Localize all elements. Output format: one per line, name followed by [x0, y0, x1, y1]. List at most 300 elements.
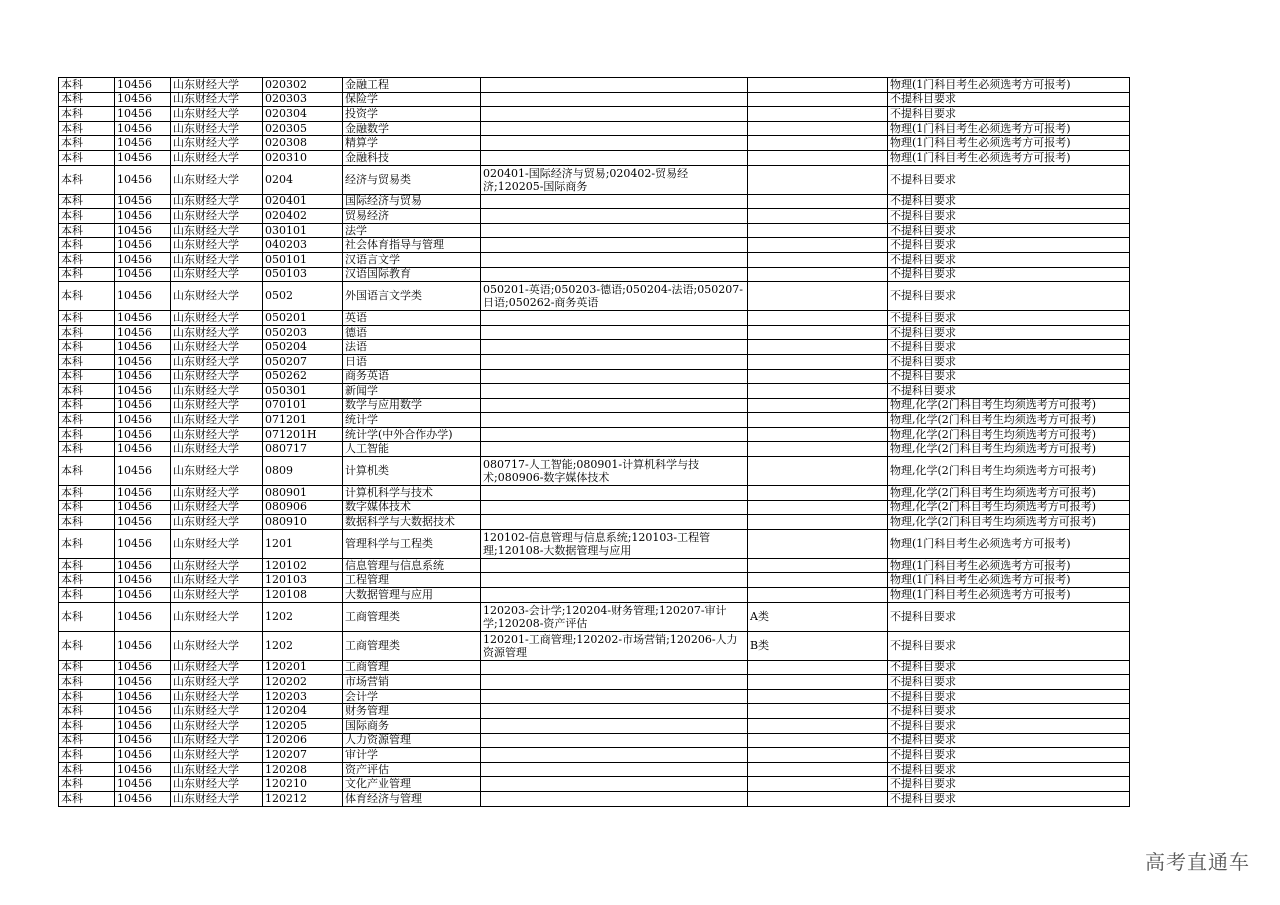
included-majors-cell [481, 340, 748, 355]
included-majors-cell [481, 252, 748, 267]
table-row [59, 748, 1130, 763]
school-name-cell: 山东财经大学 [171, 252, 263, 267]
included-majors-cell [481, 311, 748, 326]
subject-requirement-cell: 不提科目要求 [888, 107, 1130, 122]
school-code-cell: 10456 [115, 107, 171, 122]
school-code-cell: 10456 [115, 762, 171, 777]
school-name-cell: 山东财经大学 [171, 500, 263, 515]
school-name-cell: 山东财经大学 [171, 573, 263, 588]
school-code-cell: 10456 [115, 136, 171, 151]
table-row [59, 267, 1130, 282]
level-cell: 本科 [59, 457, 115, 486]
subject-requirement-cell: 不提科目要求 [888, 733, 1130, 748]
school-code-cell: 10456 [115, 238, 171, 253]
table-row [59, 194, 1130, 209]
category-cell [748, 500, 888, 515]
major-name-cell: 国际经济与贸易 [343, 194, 481, 209]
major-code-cell: 020308 [263, 136, 343, 151]
level-cell: 本科 [59, 689, 115, 704]
school-code-cell: 10456 [115, 209, 171, 224]
major-code-cell: 020302 [263, 78, 343, 93]
school-name-cell: 山东财经大学 [171, 107, 263, 122]
school-code-cell: 10456 [115, 704, 171, 719]
category-cell [748, 457, 888, 486]
table-row [59, 107, 1130, 122]
school-name-cell: 山东财经大学 [171, 121, 263, 136]
school-code-cell: 10456 [115, 660, 171, 675]
table-row [59, 573, 1130, 588]
major-code-cell: 120210 [263, 777, 343, 792]
school-name-cell: 山东财经大学 [171, 631, 263, 660]
school-name-cell: 山东财经大学 [171, 457, 263, 486]
subject-requirement-cell: 不提科目要求 [888, 602, 1130, 631]
table-row [59, 689, 1130, 704]
table-row [59, 413, 1130, 428]
table-body [59, 78, 1130, 807]
school-code-cell: 10456 [115, 791, 171, 806]
included-majors-cell [481, 733, 748, 748]
level-cell: 本科 [59, 442, 115, 457]
major-name-cell: 汉语言文学 [343, 252, 481, 267]
table-row [59, 529, 1130, 558]
table-row [59, 631, 1130, 660]
table-row [59, 515, 1130, 530]
included-majors-cell [481, 92, 748, 107]
major-name-cell: 大数据管理与应用 [343, 588, 481, 603]
included-majors-cell [481, 325, 748, 340]
included-majors-cell [481, 573, 748, 588]
included-majors-cell [481, 689, 748, 704]
level-cell: 本科 [59, 252, 115, 267]
major-name-cell: 工程管理 [343, 573, 481, 588]
major-name-cell: 体育经济与管理 [343, 791, 481, 806]
table-row [59, 136, 1130, 151]
school-name-cell: 山东财经大学 [171, 325, 263, 340]
major-code-cell: 120203 [263, 689, 343, 704]
major-name-cell: 投资学 [343, 107, 481, 122]
subject-requirement-cell: 不提科目要求 [888, 223, 1130, 238]
included-majors-cell [481, 442, 748, 457]
major-code-cell: 071201 [263, 413, 343, 428]
table-row [59, 209, 1130, 224]
school-name-cell: 山东财经大学 [171, 515, 263, 530]
school-name-cell: 山东财经大学 [171, 427, 263, 442]
school-code-cell: 10456 [115, 223, 171, 238]
table-row [59, 733, 1130, 748]
major-name-cell: 英语 [343, 311, 481, 326]
school-name-cell: 山东财经大学 [171, 413, 263, 428]
major-code-cell: 120212 [263, 791, 343, 806]
category-cell [748, 311, 888, 326]
category-cell [748, 442, 888, 457]
included-majors-cell [481, 748, 748, 763]
school-code-cell: 10456 [115, 267, 171, 282]
level-cell: 本科 [59, 354, 115, 369]
subject-requirement-cell: 不提科目要求 [888, 631, 1130, 660]
school-code-cell: 10456 [115, 588, 171, 603]
school-name-cell: 山东财经大学 [171, 675, 263, 690]
major-code-cell: 050101 [263, 252, 343, 267]
level-cell: 本科 [59, 238, 115, 253]
category-cell [748, 194, 888, 209]
table-row [59, 442, 1130, 457]
level-cell: 本科 [59, 78, 115, 93]
major-name-cell: 审计学 [343, 748, 481, 763]
school-name-cell: 山东财经大学 [171, 398, 263, 413]
school-code-cell: 10456 [115, 675, 171, 690]
level-cell: 本科 [59, 558, 115, 573]
level-cell: 本科 [59, 136, 115, 151]
subject-requirement-cell: 物理(1门科目考生必须选考方可报考) [888, 573, 1130, 588]
category-cell [748, 252, 888, 267]
level-cell: 本科 [59, 748, 115, 763]
subject-requirement-cell: 物理(1门科目考生必须选考方可报考) [888, 136, 1130, 151]
major-code-cell: 050103 [263, 267, 343, 282]
school-name-cell: 山东财经大学 [171, 78, 263, 93]
included-majors-cell [481, 413, 748, 428]
major-name-cell: 商务英语 [343, 369, 481, 384]
major-name-cell: 保险学 [343, 92, 481, 107]
school-code-cell: 10456 [115, 748, 171, 763]
subject-requirement-cell: 物理,化学(2门科目考生均须选考方可报考) [888, 427, 1130, 442]
school-code-cell: 10456 [115, 252, 171, 267]
category-cell [748, 486, 888, 501]
table-row [59, 457, 1130, 486]
subject-requirement-cell: 物理,化学(2门科目考生均须选考方可报考) [888, 486, 1130, 501]
major-code-cell: 050262 [263, 369, 343, 384]
school-code-cell: 10456 [115, 689, 171, 704]
school-name-cell: 山东财经大学 [171, 311, 263, 326]
school-name-cell: 山东财经大学 [171, 384, 263, 399]
school-code-cell: 10456 [115, 150, 171, 165]
table-row [59, 238, 1130, 253]
major-code-cell: 120201 [263, 660, 343, 675]
major-code-cell: 120205 [263, 719, 343, 734]
school-code-cell: 10456 [115, 529, 171, 558]
school-code-cell: 10456 [115, 398, 171, 413]
included-majors-cell [481, 223, 748, 238]
subject-requirement-cell: 不提科目要求 [888, 748, 1130, 763]
level-cell: 本科 [59, 529, 115, 558]
subject-requirement-cell: 物理(1门科目考生必须选考方可报考) [888, 78, 1130, 93]
major-name-cell: 国际商务 [343, 719, 481, 734]
level-cell: 本科 [59, 165, 115, 194]
included-majors-cell [481, 107, 748, 122]
level-cell: 本科 [59, 398, 115, 413]
subject-requirement-cell: 不提科目要求 [888, 719, 1130, 734]
major-name-cell: 法学 [343, 223, 481, 238]
included-majors-cell [481, 762, 748, 777]
major-code-cell: 020310 [263, 150, 343, 165]
category-cell [748, 209, 888, 224]
table-row [59, 777, 1130, 792]
included-majors-cell [481, 150, 748, 165]
table-row [59, 486, 1130, 501]
major-code-cell: 080717 [263, 442, 343, 457]
table-row [59, 92, 1130, 107]
included-majors-cell: 080717-人工智能;080901-计算机科学与技术;080906-数字媒体技术 [481, 457, 748, 486]
major-code-cell: 1202 [263, 631, 343, 660]
table-row [59, 602, 1130, 631]
subject-requirement-cell: 物理,化学(2门科目考生均须选考方可报考) [888, 398, 1130, 413]
table-row [59, 354, 1130, 369]
included-majors-cell [481, 121, 748, 136]
school-name-cell: 山东财经大学 [171, 762, 263, 777]
level-cell: 本科 [59, 704, 115, 719]
included-majors-cell [481, 398, 748, 413]
included-majors-cell [481, 136, 748, 151]
included-majors-cell [481, 704, 748, 719]
school-code-cell: 10456 [115, 602, 171, 631]
category-cell [748, 558, 888, 573]
level-cell: 本科 [59, 194, 115, 209]
included-majors-cell: 120203-会计学;120204-财务管理;120207-审计学;120208-资产评估 [481, 602, 748, 631]
major-name-cell: 外国语言文学类 [343, 282, 481, 311]
admission-requirements-table [58, 77, 1130, 807]
category-cell [748, 748, 888, 763]
subject-requirement-cell: 不提科目要求 [888, 311, 1130, 326]
subject-requirement-cell: 不提科目要求 [888, 267, 1130, 282]
school-name-cell: 山东财经大学 [171, 777, 263, 792]
included-majors-cell [481, 369, 748, 384]
table-row [59, 675, 1130, 690]
school-code-cell: 10456 [115, 78, 171, 93]
school-code-cell: 10456 [115, 92, 171, 107]
school-code-cell: 10456 [115, 573, 171, 588]
major-code-cell: 1201 [263, 529, 343, 558]
subject-requirement-cell: 不提科目要求 [888, 777, 1130, 792]
major-name-cell: 新闻学 [343, 384, 481, 399]
major-name-cell: 精算学 [343, 136, 481, 151]
school-code-cell: 10456 [115, 165, 171, 194]
subject-requirement-cell: 不提科目要求 [888, 660, 1130, 675]
level-cell: 本科 [59, 340, 115, 355]
major-name-cell: 数字媒体技术 [343, 500, 481, 515]
level-cell: 本科 [59, 500, 115, 515]
school-code-cell: 10456 [115, 121, 171, 136]
school-code-cell: 10456 [115, 194, 171, 209]
subject-requirement-cell: 物理(1门科目考生必须选考方可报考) [888, 150, 1130, 165]
major-code-cell: 040203 [263, 238, 343, 253]
level-cell: 本科 [59, 791, 115, 806]
major-code-cell: 050301 [263, 384, 343, 399]
included-majors-cell [481, 427, 748, 442]
major-name-cell: 日语 [343, 354, 481, 369]
school-name-cell: 山东财经大学 [171, 558, 263, 573]
school-code-cell: 10456 [115, 457, 171, 486]
level-cell: 本科 [59, 384, 115, 399]
level-cell: 本科 [59, 733, 115, 748]
school-code-cell: 10456 [115, 719, 171, 734]
school-code-cell: 10456 [115, 311, 171, 326]
included-majors-cell [481, 209, 748, 224]
category-cell [748, 267, 888, 282]
category-cell [748, 413, 888, 428]
school-name-cell: 山东财经大学 [171, 282, 263, 311]
category-cell [748, 92, 888, 107]
category-cell [748, 369, 888, 384]
subject-requirement-cell: 不提科目要求 [888, 238, 1130, 253]
level-cell: 本科 [59, 719, 115, 734]
category-cell [748, 340, 888, 355]
school-code-cell: 10456 [115, 369, 171, 384]
table-row [59, 150, 1130, 165]
level-cell: 本科 [59, 121, 115, 136]
major-code-cell: 020304 [263, 107, 343, 122]
table-row [59, 427, 1130, 442]
school-name-cell: 山东财经大学 [171, 223, 263, 238]
major-code-cell: 050201 [263, 311, 343, 326]
subject-requirement-cell: 不提科目要求 [888, 194, 1130, 209]
included-majors-cell: 120102-信息管理与信息系统;120103-工程管理;120108-大数据管理与应用 [481, 529, 748, 558]
table-row [59, 325, 1130, 340]
school-name-cell: 山东财经大学 [171, 340, 263, 355]
table-row [59, 384, 1130, 399]
included-majors-cell [481, 791, 748, 806]
level-cell: 本科 [59, 150, 115, 165]
level-cell: 本科 [59, 92, 115, 107]
category-cell [748, 660, 888, 675]
table-row [59, 558, 1130, 573]
level-cell: 本科 [59, 486, 115, 501]
table-row [59, 660, 1130, 675]
major-code-cell: 020401 [263, 194, 343, 209]
major-name-cell: 德语 [343, 325, 481, 340]
major-name-cell: 人工智能 [343, 442, 481, 457]
school-code-cell: 10456 [115, 282, 171, 311]
major-code-cell: 071201H [263, 427, 343, 442]
major-code-cell: 080910 [263, 515, 343, 530]
subject-requirement-cell: 物理(1门科目考生必须选考方可报考) [888, 121, 1130, 136]
category-cell [748, 121, 888, 136]
category-cell [748, 762, 888, 777]
major-name-cell: 统计学 [343, 413, 481, 428]
major-code-cell: 020402 [263, 209, 343, 224]
table-row [59, 311, 1130, 326]
major-name-cell: 数据科学与大数据技术 [343, 515, 481, 530]
level-cell: 本科 [59, 223, 115, 238]
major-name-cell: 管理科学与工程类 [343, 529, 481, 558]
major-name-cell: 经济与贸易类 [343, 165, 481, 194]
included-majors-cell [481, 719, 748, 734]
school-code-cell: 10456 [115, 340, 171, 355]
table-row [59, 719, 1130, 734]
major-code-cell: 030101 [263, 223, 343, 238]
included-majors-cell [481, 675, 748, 690]
table-row [59, 223, 1130, 238]
subject-requirement-cell: 不提科目要求 [888, 762, 1130, 777]
major-name-cell: 会计学 [343, 689, 481, 704]
school-name-cell: 山东财经大学 [171, 442, 263, 457]
category-cell [748, 165, 888, 194]
school-code-cell: 10456 [115, 486, 171, 501]
major-name-cell: 金融工程 [343, 78, 481, 93]
level-cell: 本科 [59, 209, 115, 224]
subject-requirement-cell: 不提科目要求 [888, 791, 1130, 806]
major-code-cell: 120202 [263, 675, 343, 690]
school-code-cell: 10456 [115, 777, 171, 792]
major-name-cell: 法语 [343, 340, 481, 355]
table-row [59, 791, 1130, 806]
subject-requirement-cell: 不提科目要求 [888, 282, 1130, 311]
level-cell: 本科 [59, 588, 115, 603]
major-code-cell: 120206 [263, 733, 343, 748]
included-majors-cell [481, 500, 748, 515]
category-cell [748, 675, 888, 690]
school-name-cell: 山东财经大学 [171, 588, 263, 603]
school-name-cell: 山东财经大学 [171, 704, 263, 719]
school-name-cell: 山东财经大学 [171, 209, 263, 224]
school-code-cell: 10456 [115, 325, 171, 340]
table-row [59, 121, 1130, 136]
school-code-cell: 10456 [115, 384, 171, 399]
level-cell: 本科 [59, 413, 115, 428]
major-name-cell: 人力资源管理 [343, 733, 481, 748]
major-code-cell: 050203 [263, 325, 343, 340]
school-code-cell: 10456 [115, 442, 171, 457]
school-code-cell: 10456 [115, 413, 171, 428]
major-code-cell: 120208 [263, 762, 343, 777]
subject-requirement-cell: 不提科目要求 [888, 92, 1130, 107]
major-name-cell: 统计学(中外合作办学) [343, 427, 481, 442]
school-code-cell: 10456 [115, 354, 171, 369]
category-cell [748, 150, 888, 165]
major-name-cell: 计算机类 [343, 457, 481, 486]
school-name-cell: 山东财经大学 [171, 719, 263, 734]
level-cell: 本科 [59, 573, 115, 588]
major-name-cell: 数学与应用数学 [343, 398, 481, 413]
major-code-cell: 080901 [263, 486, 343, 501]
major-name-cell: 计算机科学与技术 [343, 486, 481, 501]
major-code-cell: 120207 [263, 748, 343, 763]
table-row [59, 78, 1130, 93]
table-row [59, 704, 1130, 719]
major-name-cell: 社会体育指导与管理 [343, 238, 481, 253]
major-code-cell: 050207 [263, 354, 343, 369]
included-majors-cell [481, 515, 748, 530]
level-cell: 本科 [59, 427, 115, 442]
school-code-cell: 10456 [115, 500, 171, 515]
category-cell [748, 282, 888, 311]
school-name-cell: 山东财经大学 [171, 660, 263, 675]
school-code-cell: 10456 [115, 515, 171, 530]
subject-requirement-cell: 物理(1门科目考生必须选考方可报考) [888, 529, 1130, 558]
subject-requirement-cell: 不提科目要求 [888, 689, 1130, 704]
major-code-cell: 020303 [263, 92, 343, 107]
included-majors-cell [481, 777, 748, 792]
major-code-cell: 1202 [263, 602, 343, 631]
major-code-cell: 120108 [263, 588, 343, 603]
subject-requirement-cell: 不提科目要求 [888, 354, 1130, 369]
subject-requirement-cell: 物理(1门科目考生必须选考方可报考) [888, 588, 1130, 603]
category-cell [748, 325, 888, 340]
major-name-cell: 工商管理类 [343, 631, 481, 660]
major-name-cell: 文化产业管理 [343, 777, 481, 792]
category-cell [748, 78, 888, 93]
category-cell [748, 588, 888, 603]
school-name-cell: 山东财经大学 [171, 165, 263, 194]
category-cell [748, 529, 888, 558]
category-cell [748, 777, 888, 792]
included-majors-cell: 020401-国际经济与贸易;020402-贸易经济;120205-国际商务 [481, 165, 748, 194]
table-row [59, 369, 1130, 384]
category-cell [748, 573, 888, 588]
table-row [59, 252, 1130, 267]
major-name-cell: 资产评估 [343, 762, 481, 777]
table-row [59, 165, 1130, 194]
level-cell: 本科 [59, 631, 115, 660]
school-name-cell: 山东财经大学 [171, 689, 263, 704]
